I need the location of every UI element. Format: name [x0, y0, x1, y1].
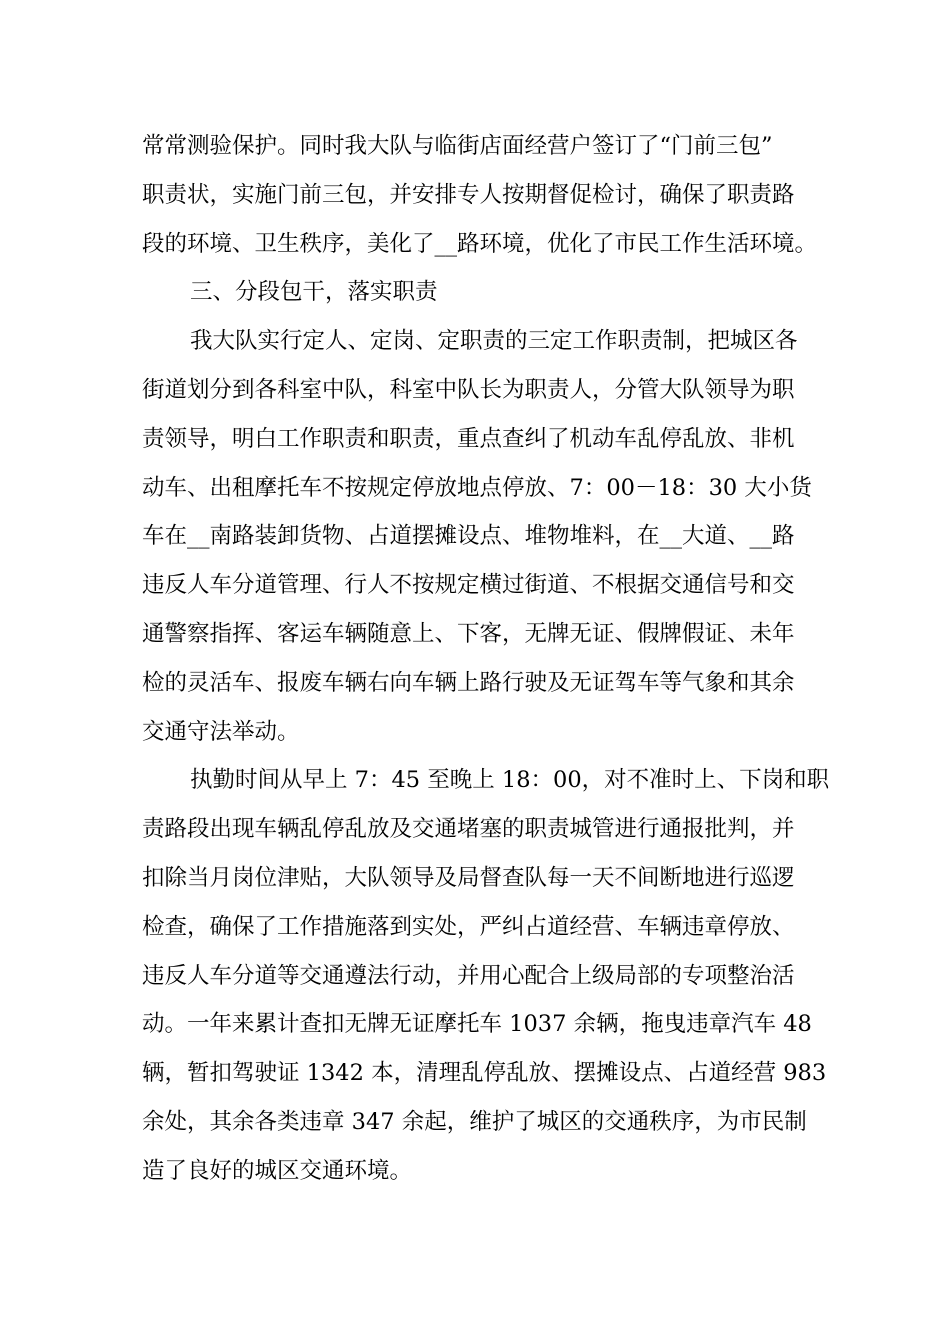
- text-line: 通警察指挥、客运车辆随意上、下客，无牌无证、假牌假证、未年: [142, 620, 795, 647]
- text-line: 辆，暂扣驾驶证 1342 本，清理乱停乱放、摆摊设点、占道经营 983: [142, 1060, 827, 1087]
- text-line: 动。一年来累计查扣无牌无证摩托车 1037 余辆，拖曳违章汽车 48: [142, 1011, 812, 1038]
- text-line: 常常测验保护。同时我大队与临街店面经营户签订了“门前三包”: [142, 133, 773, 159]
- text-line: 责路段出现车辆乱停乱放及交通堵塞的职责城管进行通报批判，并: [142, 816, 795, 843]
- text-line: 扣除当月岗位津贴，大队领导及局督查队每一天不间断地进行巡逻: [142, 864, 795, 891]
- document-body: [142, 122, 830, 1196]
- text-line: 车在__南路装卸货物、占道摆摊设点、堆物堆料，在__大道、__路: [142, 523, 795, 550]
- text-line: 段的环境、卫生秩序，美化了__路环境，优化了市民工作生活环境。: [142, 230, 818, 257]
- text-line: 违反人车分道等交通遵法行动，并用心配合上级局部的专项整治活: [142, 962, 795, 989]
- text-line: 责领导，明白工作职责和职责，重点查纠了机动车乱停乱放、非机: [142, 425, 795, 452]
- text-line: 动车、出租摩托车不按规定停放地点停放、7：00－18：30 大小货: [142, 474, 812, 501]
- section-heading: 三、分段包干，落实职责: [190, 279, 438, 306]
- text-line: 街道划分到各科室中队，科室中队长为职责人，分管大队领导为职: [142, 376, 795, 403]
- text-line: 违反人车分道管理、行人不按规定横过街道、不根据交通信号和交: [142, 572, 795, 599]
- text-line: 造了良好的城区交通环境。: [142, 1157, 413, 1184]
- text-line: 职责状，实施门前三包，并安排专人按期督促检讨，确保了职责路: [142, 181, 795, 208]
- text-line: 检查，确保了工作措施落到实处，严纠占道经营、车辆违章停放、: [142, 913, 795, 940]
- text-line: 我大队实行定人、定岗、定职责的三定工作职责制，把城区各: [190, 328, 798, 355]
- text-line: 交通守法举动。: [142, 718, 300, 745]
- text-line: 余处，其余各类违章 347 余起，维护了城区的交通秩序，为市民制: [142, 1108, 807, 1135]
- text-line: 执勤时间从早上 7：45 至晚上 18：00，对不准时上、下岗和职: [190, 767, 830, 794]
- text-line: 检的灵活车、报废车辆右向车辆上路行驶及无证驾车等气象和其余: [142, 669, 795, 696]
